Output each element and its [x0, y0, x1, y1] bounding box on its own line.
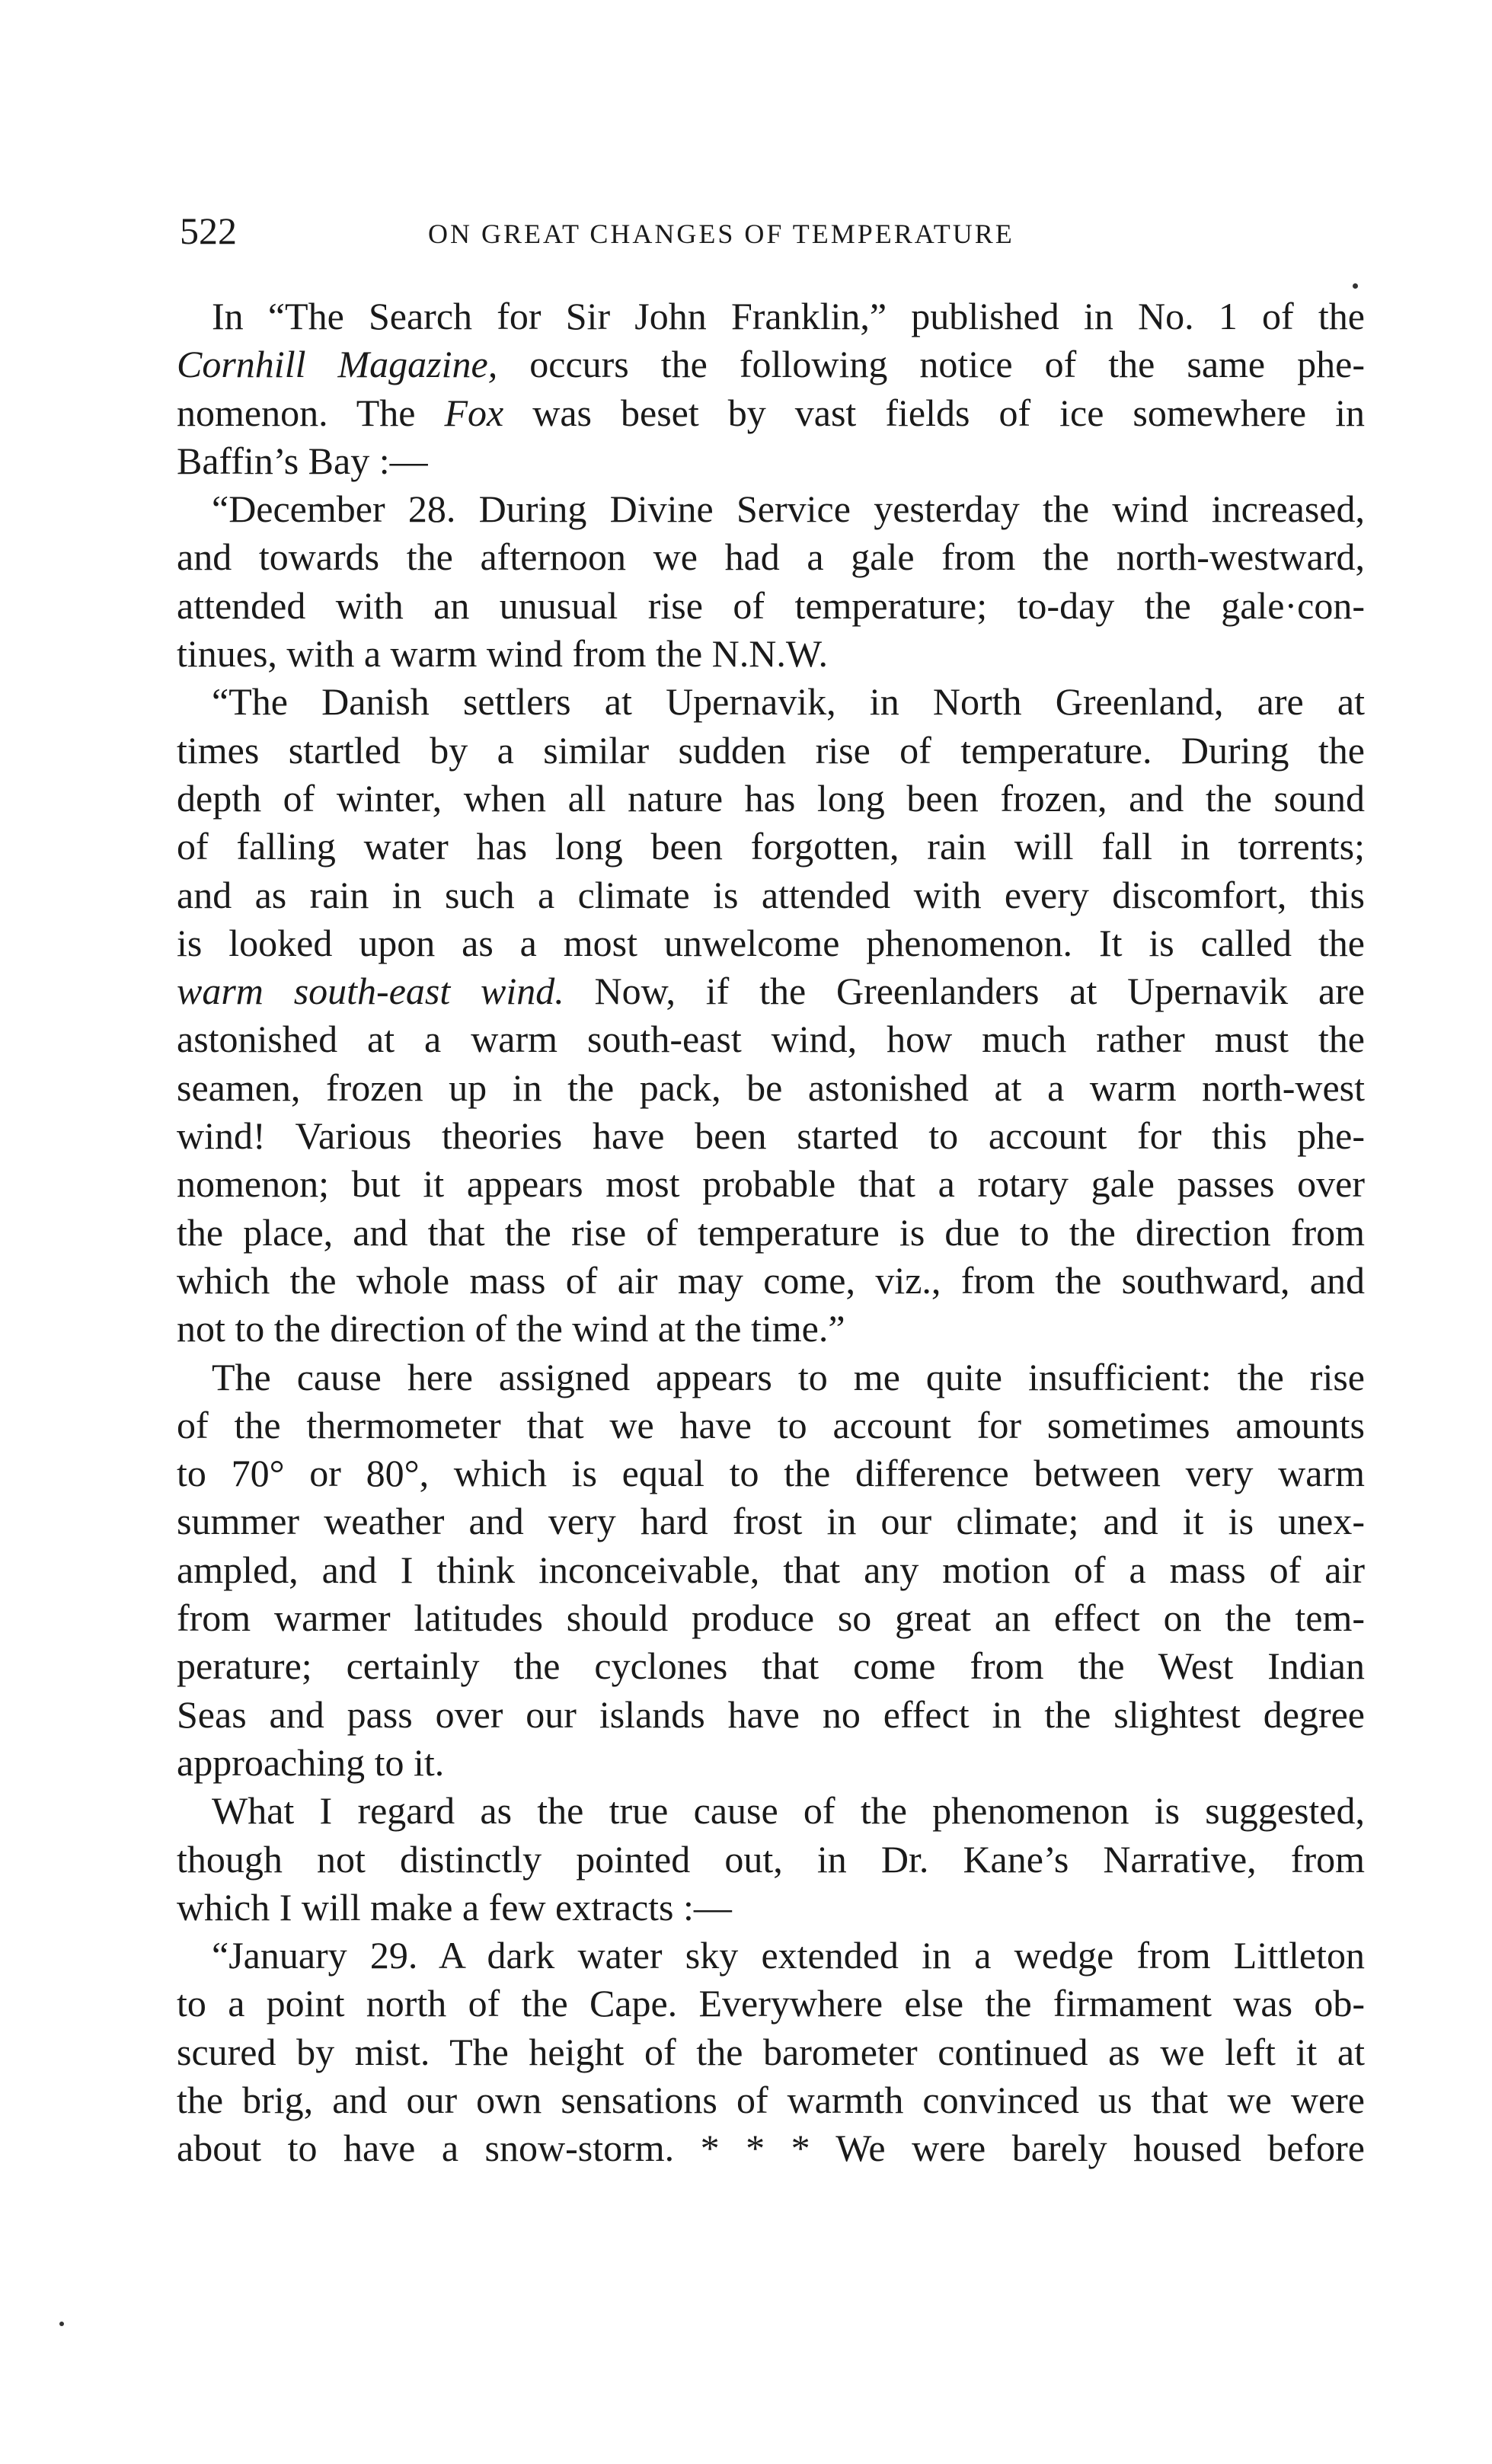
text-line: the place, and that the rise of temperature is due to the direction from	[177, 1210, 1365, 1254]
text-line: about to have a snow-storm. * * * We were barely housed before	[177, 2127, 1365, 2170]
page-number: 522	[180, 209, 237, 252]
text-line: perature; certainly the cyclones that come from the West Indian	[177, 1644, 1365, 1688]
text-line: Baffin’s Bay :—	[177, 439, 428, 482]
text-line: nomenon; but it appears most probable that a rotary gale passes over	[177, 1162, 1365, 1206]
text-line: In “The Search for Sir John Franklin,” published in No. 1 of the	[212, 295, 1365, 337]
text-line: What I regard as the true cause of the phenomenon is suggested,	[212, 1789, 1365, 1833]
text-line: summer weather and very hard frost in our climate; and it is unex-	[177, 1500, 1365, 1543]
text-line: which the whole mass of air may come, viz., from the southward, and	[177, 1258, 1365, 1302]
text-line: from warmer latitudes should produce so great an effect on the tem-	[177, 1596, 1365, 1640]
text-line: astonished at a warm south-east wind, how much rather must the	[177, 1018, 1365, 1061]
text-line	[177, 340, 1365, 388]
text-segment: occurs the following notice of the same phe-	[497, 343, 1365, 386]
text-line: depth of winter, when all nature has long been frozen, and the sound	[177, 776, 1365, 820]
text-segment: nomenon. The	[177, 391, 445, 434]
text-line: of the thermometer that we have to account for sometimes amounts	[177, 1403, 1365, 1446]
text-line: to a point north of the Cape. Everywhere else the firmament was ob-	[177, 1982, 1365, 2025]
text-line: and as rain in such a climate is attended with every discomfort, this	[177, 873, 1365, 916]
paragraph	[177, 678, 1365, 1353]
speck-mark	[1353, 283, 1358, 289]
paragraph	[177, 1787, 1365, 1932]
text-line: The cause here assigned appears to me quite insufficient: the rise	[212, 1355, 1365, 1398]
italic-text: warm south-east wind.	[177, 970, 564, 1013]
text-line: scured by mist. The height of the barometer continued as we left it at	[177, 2030, 1365, 2073]
italic-text: Cornhill Magazine,	[177, 343, 498, 386]
text-line: ampled, and I think inconceivable, that any motion of a mass of air	[177, 1548, 1365, 1591]
text-segment: Now, if the Greenlanders at Upernavik are	[564, 970, 1366, 1013]
running-head: ON GREAT CHANGES OF TEMPERATURE	[428, 219, 1014, 249]
text-line: seamen, frozen up in the pack, be astonished at a warm north-west	[177, 1066, 1365, 1109]
text-segment: was beset by vast fields of ice somewhere in	[503, 391, 1366, 434]
speck-mark	[59, 2322, 64, 2326]
paragraph	[177, 1353, 1365, 1788]
text-line: not to the direction of the wind at the time.”	[177, 1307, 845, 1350]
text-line: Seas and pass over our islands have no effect in the slightest degree	[177, 1692, 1365, 1736]
text-line: of falling water has long been forgotten, rain will fall in torrents;	[177, 825, 1365, 868]
text-line: approaching to it.	[177, 1740, 445, 1784]
text-line: attended with an unusual rise of temperature; to-day the gale·con-	[177, 583, 1365, 627]
text-line: “January 29. A dark water sky extended in a wedge from Littleton	[212, 1934, 1365, 1977]
text-line: which I will make a few extracts :—	[177, 1885, 732, 1929]
page-header	[177, 204, 1365, 257]
text-line: “December 28. During Divine Service yesterday the wind increased,	[212, 487, 1365, 531]
text-line	[177, 389, 1365, 437]
paragraph	[177, 485, 1365, 678]
text-line: to 70° or 80°, which is equal to the difference between very warm	[177, 1452, 1365, 1495]
paragraph	[177, 1932, 1365, 2172]
text-line: times startled by a similar sudden rise of temperature. During the	[177, 728, 1365, 772]
paragraph	[177, 292, 1365, 485]
text-line: the brig, and our own sensations of warmth convinced us that we were	[177, 2078, 1365, 2121]
text-line: though not distinctly pointed out, in Dr. Kane’s Narrative, from	[177, 1837, 1365, 1881]
italic-text: Fox	[444, 391, 504, 434]
text-line: “The Danish settlers at Upernavik, in North Greenland, are at	[212, 680, 1365, 724]
text-line: and towards the afternoon we had a gale from the north-westward,	[177, 535, 1365, 579]
text-line: wind! Various theories have been started to account for this phe-	[177, 1114, 1365, 1158]
body-text	[177, 292, 1365, 2173]
text-line: is looked upon as a most unwelcome phenomenon. It is called the	[177, 921, 1365, 964]
text-line	[177, 967, 1365, 1015]
text-line: tinues, with a warm wind from the N.N.W.	[177, 632, 828, 676]
